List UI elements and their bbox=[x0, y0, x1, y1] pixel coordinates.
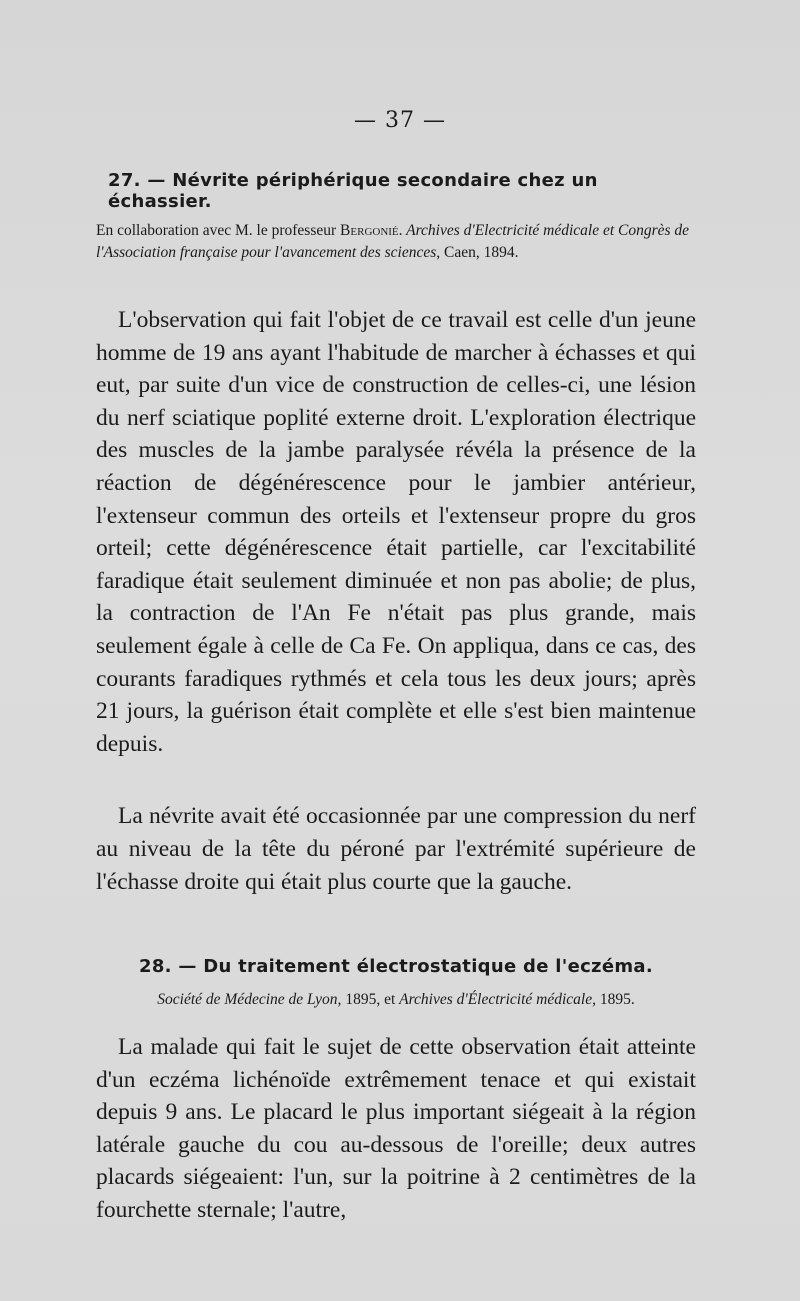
reference-journal: Archives d'Électricité médicale, bbox=[399, 991, 596, 1008]
page-number: — 37 — bbox=[354, 108, 446, 133]
body-paragraph: La malade qui fait le sujet de cette observation était atteinte d'un eczéma lichénoïde extrêmement tenace et qui existait depuis 9 ans. Le placard le plus important siégeait à la région latérale gauche du cou au-dessous de l'oreille; deux autres placards siégeaient: l'un, sur la poitrine à 2 centimètres de la fourchette sternale; l'autre, bbox=[96, 1034, 696, 1223]
body-paragraph: La névrite avait été occasionnée par une compression du nerf au niveau de la tête du péroné par l'extrémité supérieure de l'échasse droite qui était plus courte que la gauche. bbox=[96, 803, 696, 895]
entry-27 bbox=[96, 170, 696, 898]
reference-text: 1895, et bbox=[341, 991, 400, 1008]
reference-author: Bergonié. bbox=[340, 222, 403, 239]
reference-place-year: Caen, 1894. bbox=[440, 244, 519, 261]
reference-journal: Archives d'Electricité médicale et Congrès de l'Association française pour l'avancement des sciences, bbox=[96, 222, 690, 261]
body-paragraph: L'observation qui fait l'objet de ce travail est celle d'un jeune homme de 19 ans ayant l'habitude de marcher à échasses et qui eut, par suite d'un vice de construction de celles-ci, une lésion du nerf sciatique poplité externe droit. L'exploration électrique des muscles de la jambe paralysée révéla la présence de la réaction de dégénérescence pour le jambier antérieur, l'extenseur commun des orteils et l'extenseur propre du gros orteil; cette dégénérescence était partielle, car l'excitabilité faradique était seulement diminuée et non pas abolie; de plus, la contraction de l'An Fe n'était pas plus grande, mais seulement égale à celle de Ca Fe. On appliqua, dans ce cas, des courants faradiques rythmés et cela tous les deux jours; après 21 jours, la guérison était complète et elle s'est bien maintenue depuis. bbox=[96, 307, 696, 757]
entry-heading: 28. — Du traitement électrostatique de l'eczéma. bbox=[139, 956, 653, 977]
entry-reference bbox=[96, 989, 696, 1011]
entry-28 bbox=[96, 956, 696, 1227]
entry-heading: 27. — Névrite périphérique secondaire chez un échassier. bbox=[108, 170, 598, 212]
reference-text: En collaboration avec M. le professeur bbox=[96, 222, 341, 239]
entry-reference bbox=[96, 220, 696, 264]
reference-society: Société de Médecine de Lyon, bbox=[157, 991, 342, 1008]
reference-year: 1895. bbox=[595, 991, 635, 1008]
